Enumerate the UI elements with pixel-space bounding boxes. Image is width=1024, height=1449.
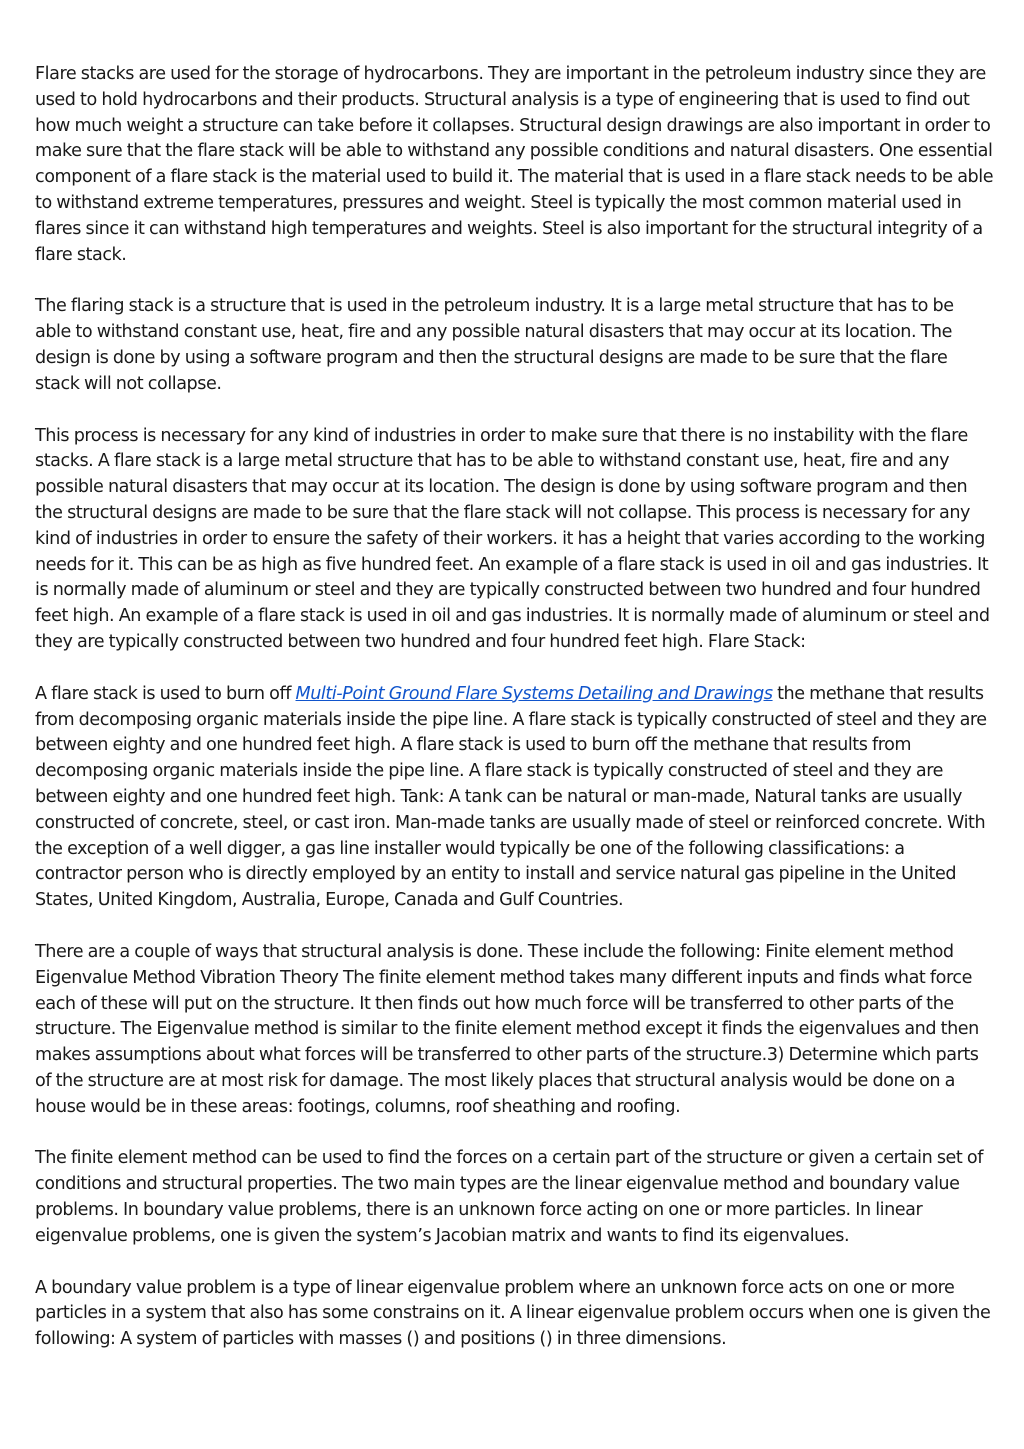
paragraph-boundary-value-problem: A boundary value problem is a type of linear eigenvalue problem where an unknown force acts on one or more particles in a system that also has some constrains on it. A linear eigenvalue problem occurs when one is given the following: A system of particles with masses () and positions () in three dimensions.: [35, 1277, 991, 1350]
paragraph-flare-stack-storage: Flare stacks are used for the storage of hydrocarbons. They are important in the petroleum industry since they are used to hold hydrocarbons and their products. Structural analysis is a type of engineering that is used to find out how much weight a structure can take before it collapses. Structural design drawings are also important in order to make sure that the flare stack will be able to withstand any possible conditions and natural disasters. One essential component of a flare stack is the material used to build it. The material that is used in a flare stack needs to be able to withstand extreme temperatures, pressures and weight. Steel is typically the most common material used in flares since it can withstand high temperatures and weights. Steel is also important for the structural integrity of a flare stack.: [35, 64, 994, 265]
paragraph-structural-analysis-methods: There are a couple of ways that structural analysis is done. These include the following: Finite element method Eigenvalue Method Vibration Theory The finite element method takes many different inputs and finds what force each of these will put on the structure. It then finds out how much force will be transferred to other parts of the structure. The Eigenvalue method is similar to the finite element method except it finds the eigenvalues and then makes assumptions about what forces will be transferred to other parts of the structure.3) Determine which parts of the structure are at most risk for damage. The most likely places that structural analysis would be done on a house would be in these areas: footings, columns, roof sheathing and roofing.: [35, 941, 979, 1117]
paragraph-text-before-link: A flare stack is used to burn off: [35, 683, 296, 704]
paragraph-text-after-link: the methane that results from decomposing organic materials inside the pipe line. A flare stack is typically constructed of steel and they are between eighty and one hundred feet high. A flare stack is used to burn off the methane that results from decomposing organic materials inside the pipe line. A flare stack is typically constructed of steel and they are between eighty and one hundred feet high. Tank: A tank can be natural or man-made, Natural tanks are usually constructed of concrete, steel, or cast iron. Man-made tanks are usually made of steel or reinforced concrete. With the exception of a well digger, a gas line installer would typically be one of the following classifications: a contractor person who is directly employed by an entity to install and service natural gas pipeline in the United States, United Kingdom, Australia, Europe, Canada and Gulf Countries.: [35, 683, 987, 911]
paragraph-flaring-stack-structure: The flaring stack is a structure that is used in the petroleum industry. It is a large metal structure that has to be able to withstand constant use, heat, fire and any possible natural disasters that may occur at its location. The design is done by using a software program and then the structural designs are made to be sure that the flare stack will not collapse.: [35, 296, 954, 394]
paragraph-finite-element-method: The finite element method can be used to find the forces on a certain part of the structure or given a certain set of conditions and structural properties. The two main types are the linear eigenvalue method and boundary value problems. In boundary value problems, there is an unknown force acting on one or more particles. In linear eigenvalue problems, one is given the system’s Jacobian matrix and wants to find its eigenvalues.: [35, 1148, 983, 1246]
ground-flare-systems-link[interactable]: Multi-Point Ground Flare Systems Detailing and Drawings: [295, 683, 773, 704]
paragraph-process-necessity: This process is necessary for any kind of industries in order to make sure that there is no instability with the flare stacks. A flare stack is a large metal structure that has to be able to withstand constant use, heat, fire and any possible natural disasters that may occur at its location. The design is done by using software program and then the structural designs are made to be sure that the flare stack will not collapse. This process is necessary for any kind of industries in order to ensure the safety of their workers. it has a height that varies according to the working needs for it. This can be as high as five hundred feet. An example of a flare stack is used in oil and gas industries. It is normally made of aluminum or steel and they are typically constructed between two hundred and four hundred feet high. An example of a flare stack is used in oil and gas industries. It is normally made of aluminum or steel and they are typically constructed between two hundred and four hundred feet high. Flare Stack:: [35, 425, 990, 652]
paragraph-burn-off-methane: [35, 682, 994, 914]
